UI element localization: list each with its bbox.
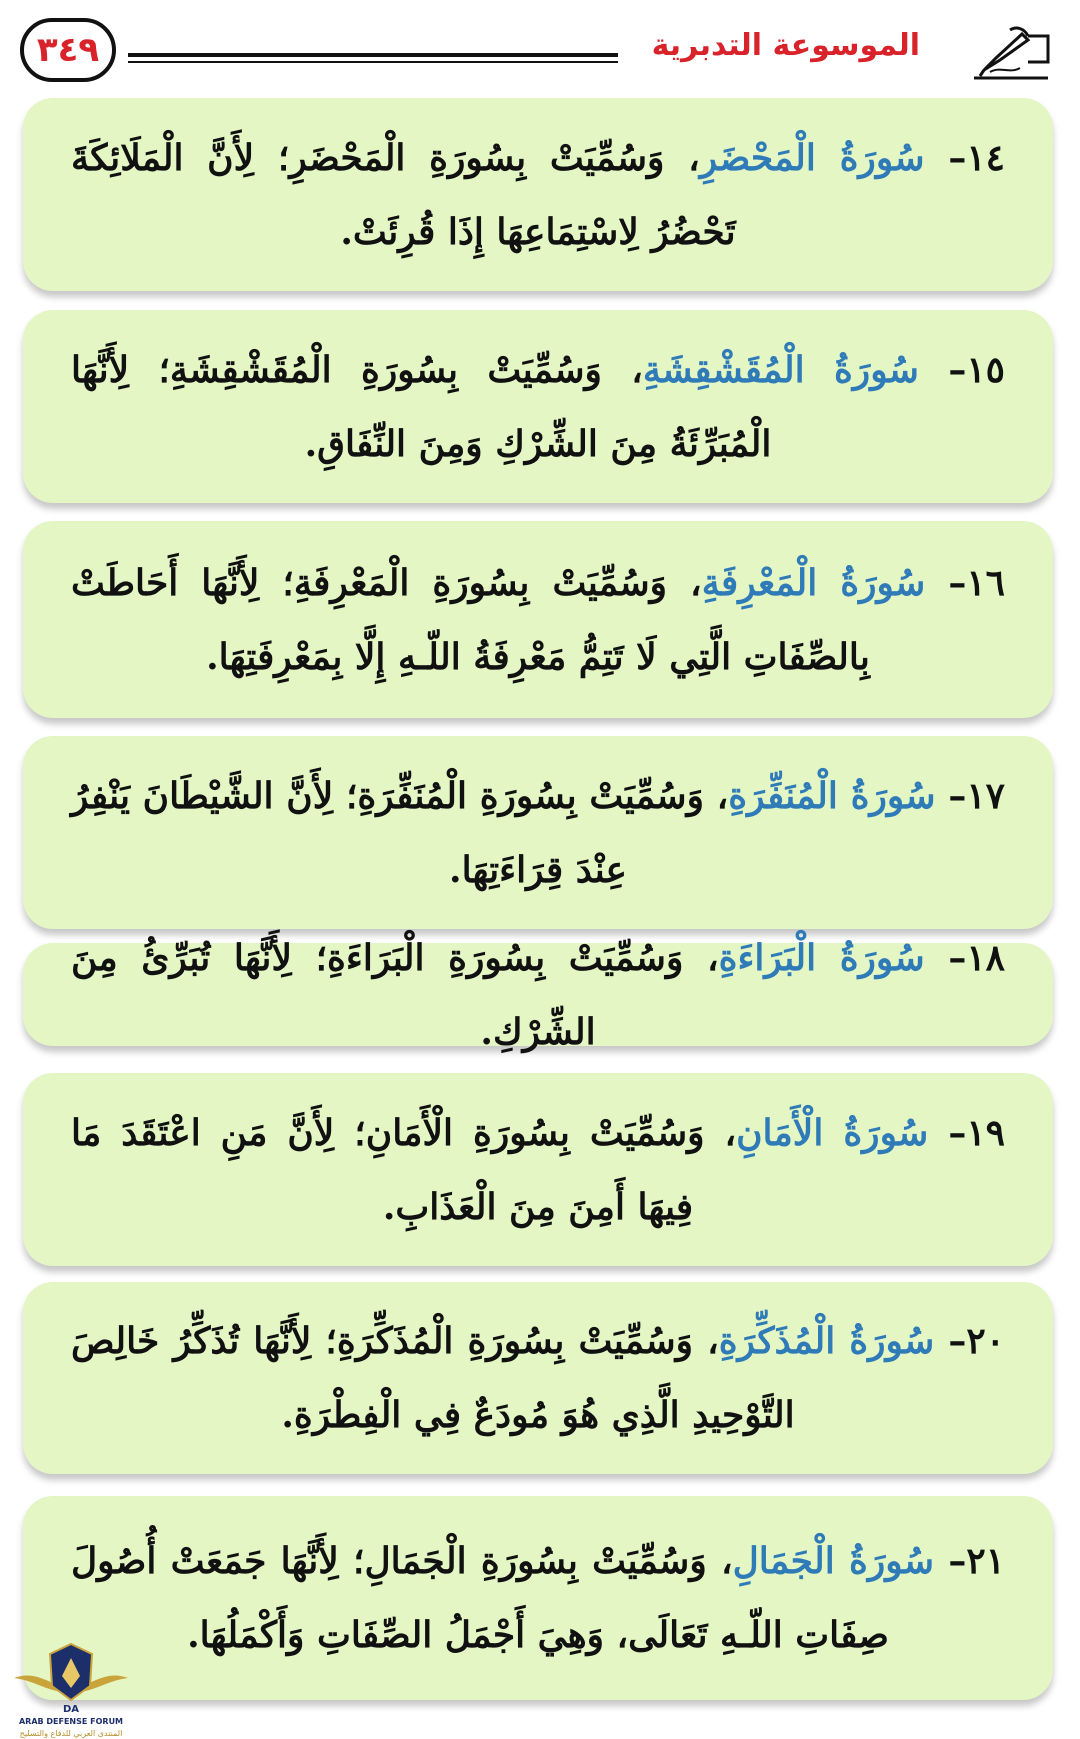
item-number: ١٥– <box>948 348 1005 391</box>
item-number: ١٩– <box>948 1111 1005 1154</box>
surah-name: سُورَةُ الْمُذَكِّرَةِ <box>718 1320 935 1362</box>
list-item <box>23 521 1053 718</box>
book-title: الموسوعة التدبرية <box>651 28 920 63</box>
logo-name: ARAB DEFENSE FORUM <box>18 1717 124 1726</box>
arab-defense-forum-logo <box>6 1640 136 1739</box>
logo-name-ar: المنتدى العربي للدفاع والتسليح <box>19 1729 123 1738</box>
item-text: ، وَسُمِّيَتْ بِسُورَةِ الْمُذَكِّرَةِ؛ لِأَنَّهَا تُذَكِّرُ خَالِصَ التَّوْحِيدِ الَّذِي هُوَ مُودَعٌ فِي الْفِطْرَةِ. <box>71 1320 795 1436</box>
surah-name: سُورَةُ الْجَمَالِ <box>732 1540 935 1582</box>
item-number: ٢١– <box>948 1540 1006 1582</box>
surah-name: سُورَةُ الْمُنَفِّرَةِ <box>728 774 936 817</box>
item-number: ١٦– <box>948 561 1005 604</box>
item-text: ، وَسُمِّيَتْ بِسُورَةِ الْمَعْرِفَةِ؛ لِأَنَّهَا أَحَاطَتْ بِالصِّفَاتِ الَّتِي لَا تَتِمُّ مَعْرِفَةُ اللّـهِ إِلَّا بِمَعْرِفَتِهَا. <box>71 561 870 678</box>
header-rule-thick <box>128 53 618 57</box>
item-text: ، وَسُمِّيَتْ بِسُورَةِ الْجَمَالِ؛ لِأَنَّهَا جَمَعَتْ أُصُولَ صِفَاتِ اللّـهِ تَعَالَى، وَهِيَ أَجْمَلُ الصِّفَاتِ وَأَكْمَلُهَا. <box>71 1540 889 1656</box>
item-text: ، وَسُمِّيَتْ بِسُورَةِ الْمُنَفِّرَةِ؛ لِأَنَّ الشَّيْطَانَ يَنْفِرُ عِنْدَ قِرَاءَتِهَا. <box>71 774 729 891</box>
item-text: ، وَسُمِّيَتْ بِسُورَةِ الْبَرَاءَةِ؛ لِأَنَّهَا تُبَرِّئُ مِنَ الشِّرْكِ. <box>71 936 719 1053</box>
surah-name: سُورَةُ الْأَمَانِ <box>736 1111 929 1154</box>
surah-name: سُورَةُ الْمَحْضَرِ <box>699 136 925 179</box>
list-item <box>23 936 1053 1053</box>
item-number: ١٨– <box>948 936 1005 979</box>
page-number-badge: ٣٤٩ <box>20 18 116 82</box>
list-item <box>23 1073 1053 1266</box>
list-item <box>23 310 1053 503</box>
list-item <box>23 98 1053 291</box>
list-item <box>23 736 1053 929</box>
list-item <box>23 1282 1053 1474</box>
item-number: ١٧– <box>948 774 1005 817</box>
pen-writing-icon <box>970 22 1056 84</box>
item-text: ، وَسُمِّيَتْ بِسُورَةِ الْمَحْضَرِ؛ لِأَنَّ الْمَلَائِكَةَ تَحْضُرُ لِاسْتِمَاعِهَا إِذَا قُرِئَتْ. <box>71 136 736 253</box>
logo-initials: DA <box>62 1704 80 1715</box>
page-header <box>0 0 1080 88</box>
list-item <box>23 1496 1053 1700</box>
surah-name: سُورَةُ الْمَعْرِفَةِ <box>701 561 926 604</box>
item-text: ، وَسُمِّيَتْ بِسُورَةِ الْأَمَانِ؛ لِأَنَّ مَنِ اعْتَقَدَ مَا فِيهَا أَمِنَ مِنَ الْعَذَابِ. <box>71 1111 737 1228</box>
item-text: ، وَسُمِّيَتْ بِسُورَةِ الْمُقَشْقِشَةِ؛ لِأَنَّهَا الْمُبَرِّئَةُ مِنَ الشِّرْكِ وَمِنَ النِّفَاقِ. <box>71 348 772 465</box>
item-number: ٢٠– <box>948 1320 1005 1362</box>
header-rule-thin <box>128 61 618 63</box>
surah-name: سُورَةُ الْمُقَشْقِشَةِ <box>642 348 919 391</box>
item-number: ١٤– <box>948 136 1005 179</box>
surah-name: سُورَةُ الْبَرَاءَةِ <box>718 936 925 979</box>
